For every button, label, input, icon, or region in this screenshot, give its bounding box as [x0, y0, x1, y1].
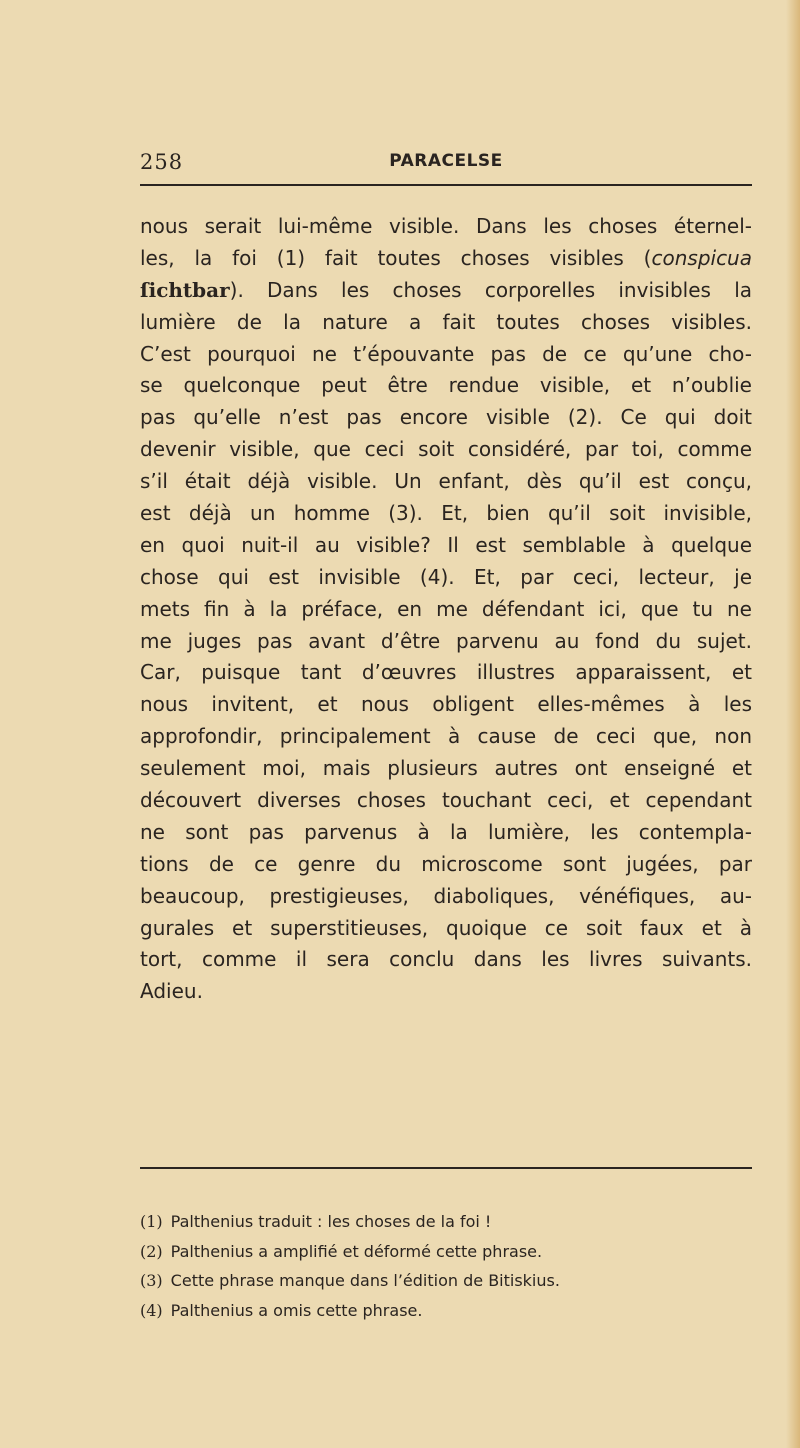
- footnote-text: Palthenius a omis cette phrase.: [170, 1300, 423, 1320]
- footnote-text: Cette phrase manque dans l’édition de Bitiskius.: [170, 1271, 560, 1290]
- text-line: devenir visible, que ceci soit considéré, par toi, comme: [140, 437, 752, 462]
- text-line: ne sont pas parvenus à la lumière, les contempla-: [140, 819, 752, 844]
- footnotes: [140, 1207, 752, 1325]
- footnote-number: (3): [140, 1271, 163, 1290]
- header-rule: [140, 184, 752, 186]
- text-line: chose qui est invisible (4). Et, par ceci, lecteur, je: [140, 564, 752, 589]
- footnote-text: Palthenius traduit : les choses de la foi !: [170, 1212, 492, 1231]
- footnote: [140, 1207, 752, 1237]
- page-edge: [786, 0, 800, 1448]
- text-line: en quoi nuit-il au visible? Il est semblable à quelque: [140, 532, 752, 557]
- text-line: beaucoup, prestigieuses, diaboliques, vénéfiques, au-: [140, 883, 752, 908]
- text-line: mets fin à la préface, en me défendant ici, que tu ne: [140, 596, 752, 621]
- text-line: [140, 243, 752, 275]
- footnote-text: Palthenius a amplifié et déformé cette phrase.: [170, 1241, 543, 1261]
- footnote-number: (4): [140, 1300, 163, 1320]
- footnote-number: (1): [140, 1212, 163, 1231]
- text-line: C’est pourquoi ne t’épouvante pas de ce qu’une cho-: [140, 341, 752, 366]
- body-text: [140, 211, 752, 1008]
- text-line: gurales et superstitieuses, quoique ce soit faux et à: [140, 915, 752, 940]
- footnote: [140, 1266, 752, 1296]
- text-line: est déjà un homme (3). Et, bien qu’il soit invisible,: [140, 501, 752, 526]
- text-line: découvert diverses choses touchant ceci, et cependant: [140, 788, 752, 813]
- text-line: se quelconque peut être rendue visible, et n’oublie: [140, 373, 752, 398]
- page-number: 258: [140, 150, 184, 174]
- running-title: PARACELSE: [389, 151, 503, 171]
- text-line: tort, comme il sera conclu dans les livres suivants.: [140, 947, 752, 972]
- text-line: s’il était déjà visible. Un enfant, dès qu’il est conçu,: [140, 469, 752, 494]
- text-line: Adieu.: [140, 979, 203, 1004]
- text-segment: les, la foi (1) fait toutes choses visibles (: [140, 245, 652, 270]
- german-term: ſichtbar: [140, 277, 230, 302]
- footnote-rule: [140, 1167, 752, 1169]
- running-head: [140, 146, 752, 180]
- latin-term: conspicua: [651, 245, 752, 270]
- text-line: tions de ce genre du microscome sont jugées, par: [140, 851, 752, 876]
- text-line: seulement moi, mais plusieurs autres ont enseigné et: [140, 756, 752, 781]
- text-line: pas qu’elle n’est pas encore visible (2). Ce qui doit: [140, 405, 752, 430]
- text-segment: ). Dans les choses corporelles invisibles la: [229, 277, 752, 302]
- footnote-number: (2): [140, 1241, 163, 1261]
- text-line: [140, 275, 752, 307]
- text-line: Car, puisque tant d’œuvres illustres apparaissent, et: [140, 660, 752, 685]
- footnote: [140, 1296, 752, 1326]
- text-line: approfondir, principalement à cause de ceci que, non: [140, 724, 752, 749]
- text-line: lumière de la nature a fait toutes choses visibles.: [140, 309, 752, 334]
- text-line: nous invitent, et nous obligent elles-mêmes à les: [140, 692, 752, 717]
- text-line: me juges pas avant d’être parvenu au fond du sujet.: [140, 628, 752, 653]
- text-line: nous serait lui-même visible. Dans les choses éternel-: [140, 214, 752, 238]
- footnote: [140, 1237, 752, 1267]
